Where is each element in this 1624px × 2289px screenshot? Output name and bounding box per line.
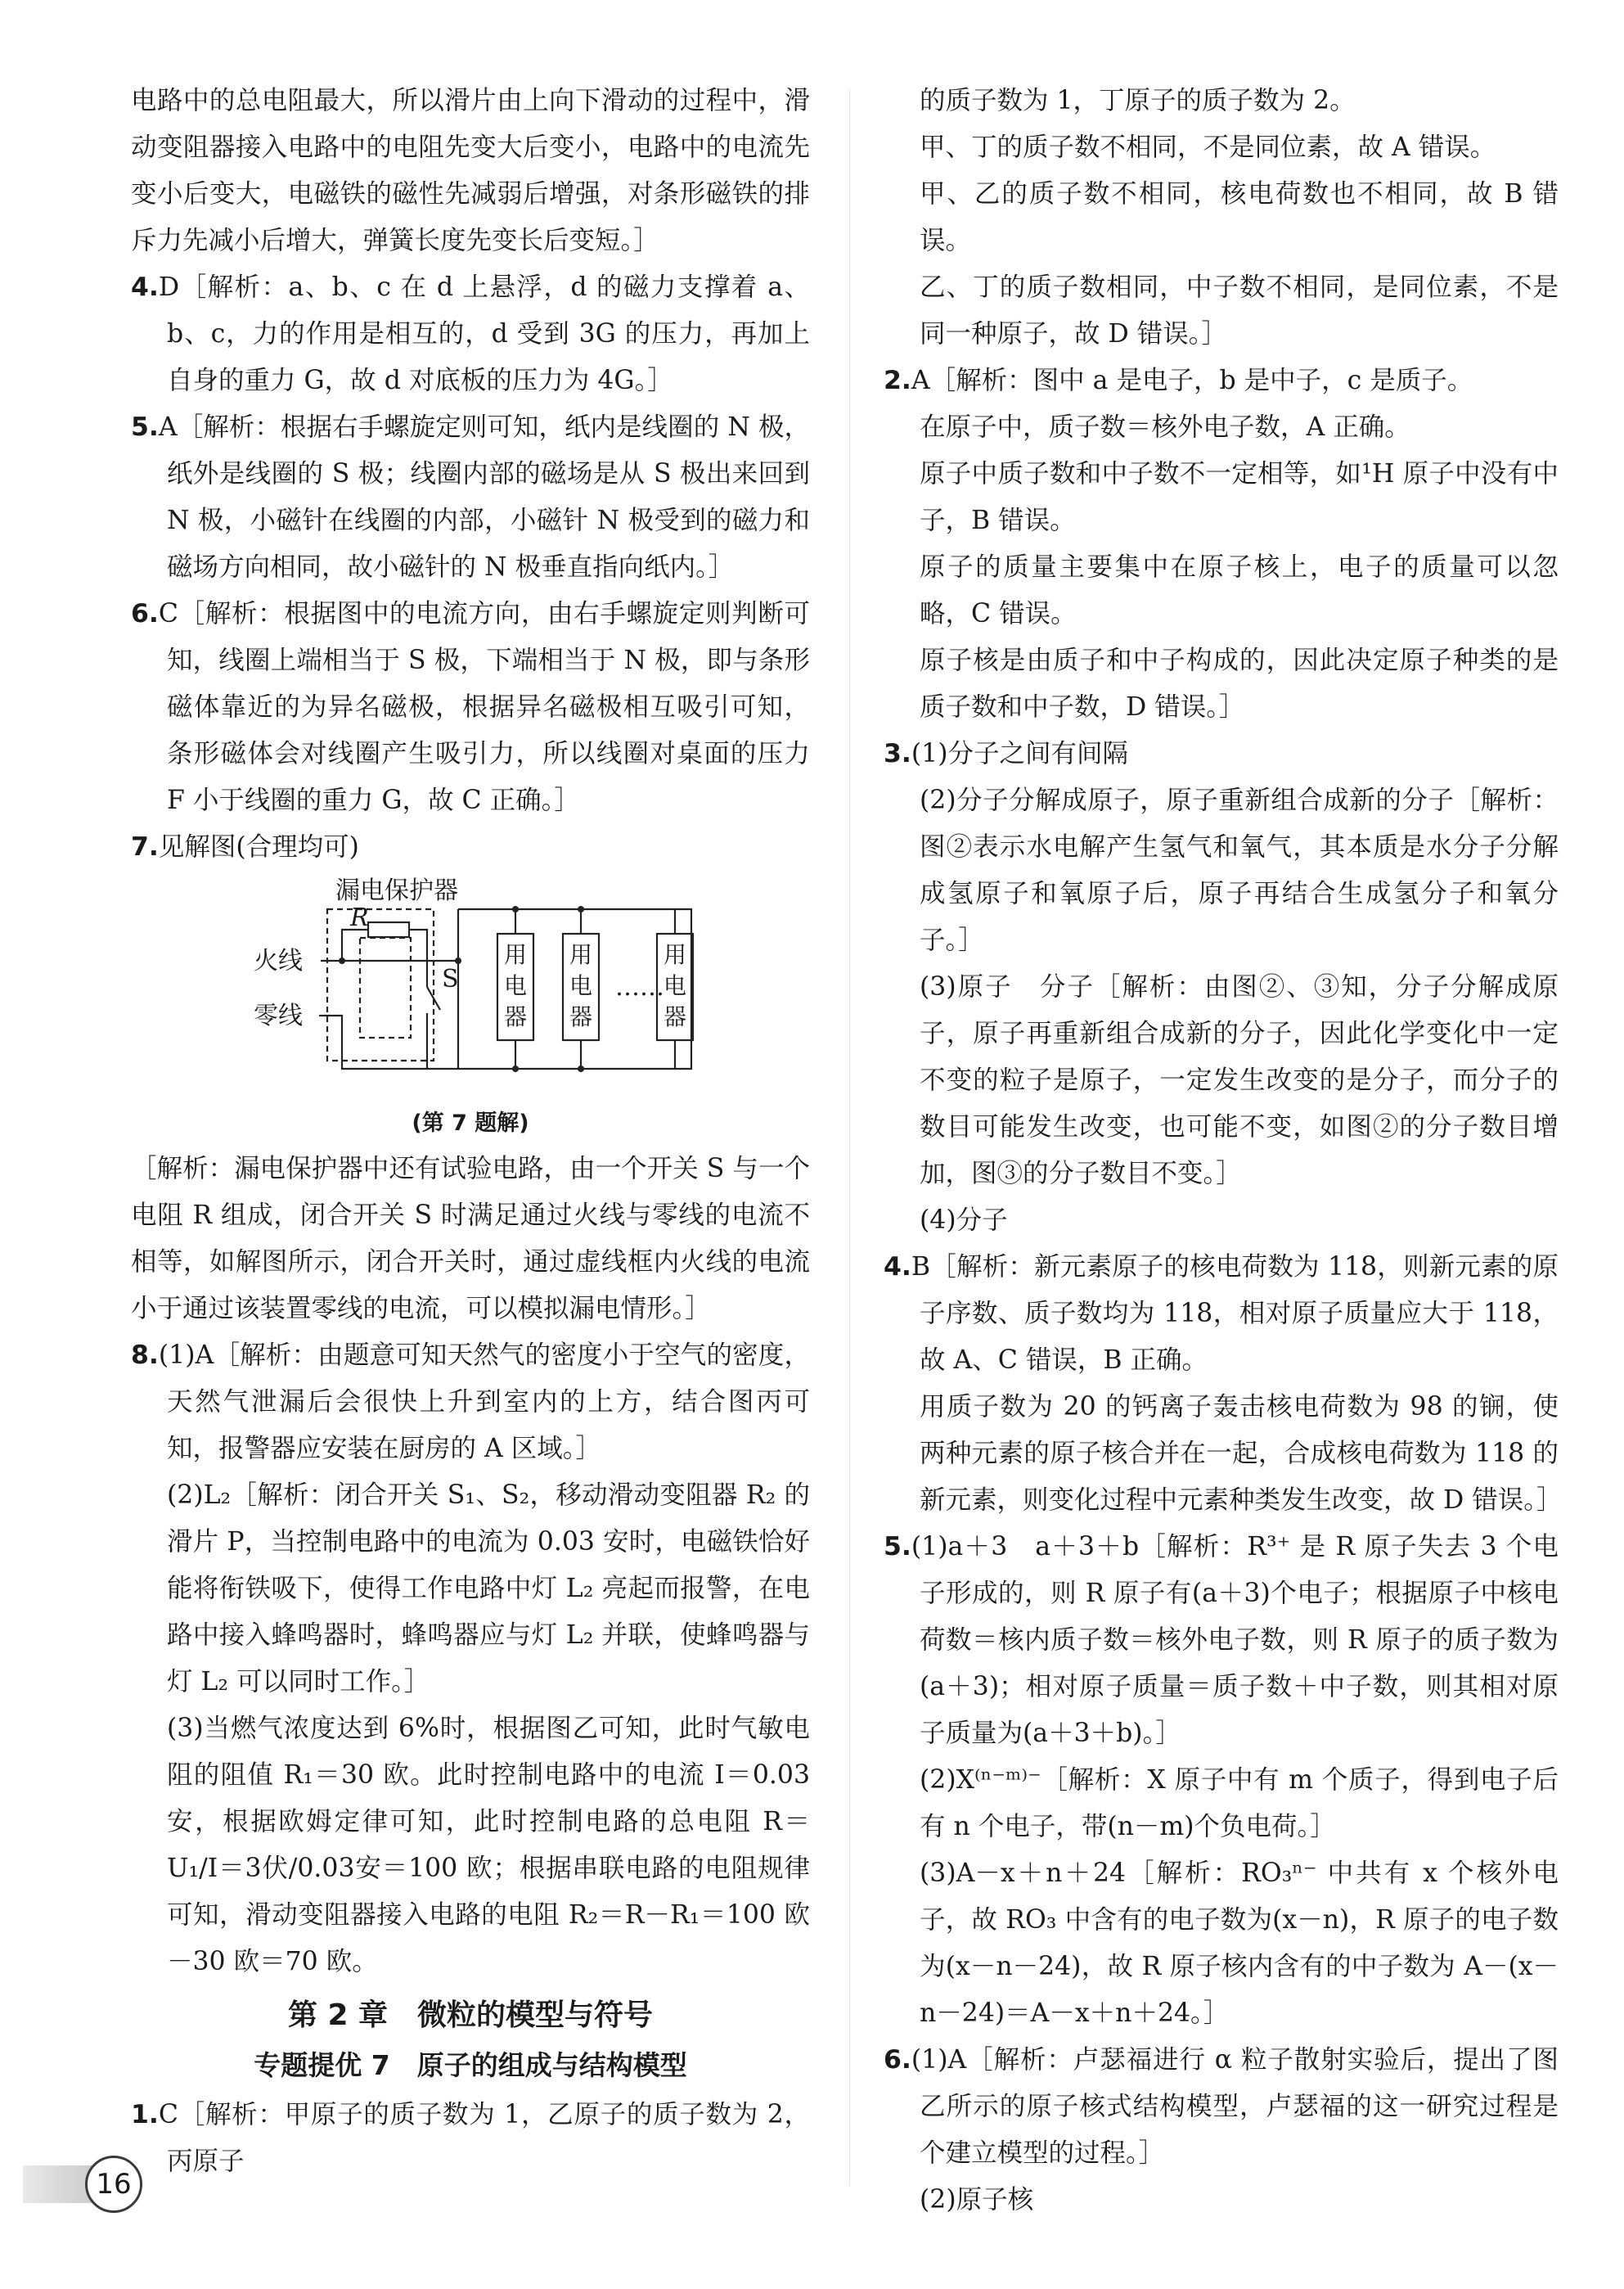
item2-line-3: 原子中质子数和中子数不一定相等，如¹H 原子中没有中子，B 错误。 <box>920 459 1559 535</box>
appliance-1-char-3: 器 <box>503 1003 528 1030</box>
item1-line-3: 甲、乙的质子数不相同，核电荷数也不相同，故 B 错误。 <box>920 179 1559 255</box>
item1-line-4: 乙、丁的质子数相同，中子数不相同，是同位素，不是同一种原子，故 D 错误。］ <box>920 273 1559 349</box>
answer-item-8-part-1: 8.(1)A［解析：由题意可知天然气的密度小于空气的密度，天然气泄漏后会很快上升到室内的上方，结合图丙可知，报警器应安装在厨房的 A 区域。］ <box>131 1341 810 1463</box>
answer-item-4-right: 4.B［解析：新元素原子的核电荷数为 118，则新元素的原子序数、质子数均为 118，相对原子质量应大于 118，故 A、C 错误，B 正确。 <box>884 1252 1559 1375</box>
right-column <box>884 78 1563 2224</box>
item5-line-3: (3)A－x＋n＋24［解析：RO₃ⁿ⁻ 中共有 x 个核外电子，故 RO₃ 中含有的电子数为(x－n)，R 原子的电子数为(x－n－24)，故 R 原子核内含有的中子数为 A－(x－n－24)＝A－x＋n＋24。］ <box>920 1859 1559 2028</box>
page-number: 16 <box>85 2156 142 2213</box>
answer-item-5: 5.A［解析：根据右手螺旋定则可知，纸内是线圈的 N 极，纸外是线圈的 S 极；线圈内部的磁场是从 S 极出来回到 N 极，小磁针在线圈的内部，小磁针 N 极受到的磁力和磁场方向相同，故小磁针的 N 极垂直指向纸内。］ <box>131 412 810 582</box>
answer-item-6-right: 6.(1)A［解析：卢瑟福进行 α 粒子散射实验后，提出了图乙所示的原子核式结构模型，卢瑟福的这一研究过程是个建立模型的过程。］ <box>884 2045 1559 2168</box>
neutral-wire-label: 零线 <box>254 1002 303 1030</box>
live-wire-label: 火线 <box>254 947 303 976</box>
appliance-2-char-1: 用 <box>569 941 593 968</box>
appliance-2-char-2: 电 <box>569 972 593 999</box>
switch-label: S <box>442 965 459 994</box>
leakage-protector-circuit <box>245 872 704 1106</box>
item6-line-2: (2)原子核 <box>920 2185 1034 2215</box>
answer-item-7: 7.见解图(合理均可) <box>131 832 359 862</box>
appliance-1-char-2: 电 <box>503 972 528 999</box>
appliance-3-char-2: 电 <box>663 972 687 999</box>
resistor-label: R <box>350 903 369 932</box>
answer-item-3: 3.(1)分子之间有间隔 <box>884 739 1129 768</box>
item2-line-5: 原子核是由质子和中子构成的，因此决定原子种类的是质子数和中子数，D 错误。］ <box>920 646 1559 722</box>
page-number-badge <box>23 2151 132 2216</box>
appliance-2-char-3: 器 <box>569 1003 593 1030</box>
item2-line-2: 在原子中，质子数＝核外电子数，A 正确。 <box>920 412 1410 442</box>
chapter-title: 第 2 章 微粒的模型与符号 <box>287 1998 654 2032</box>
inner-dashed-box <box>360 938 411 1038</box>
item5-line-2: (2)X⁽ⁿ⁻ᵐ⁾⁻［解析：X 原子中有 m 个质子，得到电子后有 n 个电子，带(n－m)个负电荷。］ <box>920 1765 1559 1841</box>
resistor-r <box>368 922 409 937</box>
section-title: 专题提优 7 原子的组成与结构模型 <box>254 2049 687 2081</box>
left-column <box>131 78 810 2185</box>
answer-item-1: 1.C［解析：甲原子的质子数为 1，乙原子的质子数为 2，丙原子 <box>131 2100 810 2176</box>
item1-line-2: 甲、丁的质子数不相同，不是同位素，故 A 错误。 <box>920 133 1496 162</box>
item3-line-4: (4)分子 <box>920 1205 1008 1235</box>
appliance-3-char-1: 用 <box>663 941 687 968</box>
item2-line-4: 原子的质量主要集中在原子核上，电子的质量可以忽略，C 错误。 <box>920 552 1559 629</box>
item3-line-3: (3)原子 分子［解析：由图②、③知，分子分解成原子，原子再重新组合成新的分子，因此化学变化中一定不变的粒子是原子，一定发生改变的是分子，而分子的数目可能发生改变，也可能不变，如图②的分子数目增加，图③的分子数目不变。］ <box>920 972 1559 1188</box>
figure-caption: (第 7 题解) <box>412 1111 529 1136</box>
answer-continuation: 电路中的总电阻最大，所以滑片由上向下滑动的过程中，滑动变阻器接入电路中的电阻先变大后变小，电路中的电流先变小后变大，电磁铁的磁性先减弱后增强，对条形磁铁的排斥力先减小后增大，弹簧长度先变长后变短。］ <box>131 86 810 255</box>
answer-item-6: 6.C［解析：根据图中的电流方向，由右手螺旋定则判断可知，线圈上端相当于 S 极，下端相当于 N 极，即与条形磁体靠近的为异名磁极，根据异名磁极相互吸引可知，条形磁体会对线圈产生吸引力，所以线圈对桌面的压力 F 小于线圈的重力 G，故 C 正确。］ <box>131 599 810 815</box>
appliance-1-char-1: 用 <box>503 941 528 968</box>
answer-item-8-part-2: (2)L₂［解析：闭合开关 S₁、S₂，移动滑动变阻器 R₂ 的滑片 P，当控制电路中的电流为 0.03 安时，电磁铁恰好能将衔铁吸下，使得工作电路中灯 L₂ 亮起而报警，在电路中接入蜂鸣器时，蜂鸣器应与灯 L₂ 并联，使蜂鸣器与灯 L₂ 可以同时工作。］ <box>167 1480 810 1696</box>
answer-item-7-analysis: ［解析：漏电保护器中还有试验电路，由一个开关 S 与一个电阻 R 组成，闭合开关 S 时满足通过火线与零线的电流不相等，如解图所示，闭合开关时，通过虚线框内火线的电流小于通过该装置零线的电流，可以模拟漏电情形。］ <box>131 1154 810 1323</box>
device-label: 漏电保护器 <box>335 876 458 905</box>
item4-line-2: 用质子数为 20 的钙离子轰击核电荷数为 98 的锎，使两种元素的原子核合并在一起，合成核电荷数为 118 的新元素，则变化过程中元素种类发生改变，故 D 错误。］ <box>920 1392 1563 1515</box>
answer-item-8-part-3: (3)当燃气浓度达到 6%时，根据图乙可知，此时气敏电阻的阻值 R₁＝30 欧。此时控制电路中的电流 I＝0.03 安，根据欧姆定律可知，此时控制电路的总电阻 R＝U₁/I＝3伏/0.03安＝100 欧；根据串联电路的电阻规律可知，滑动变阻器接入电路的电阻 R₂＝R－R₁＝100 欧－30 欧＝70 欧。 <box>167 1714 810 1976</box>
column-divider <box>849 90 850 2185</box>
item1-line-1: 的质子数为 1，丁原子的质子数为 2。 <box>920 86 1356 115</box>
answer-item-5-right: 5.(1)a＋3 a＋3＋b［解析：R³⁺ 是 R 原子失去 3 个电子形成的，则 R 原子有(a＋3)个电子；根据原子中核电荷数＝核内质子数＝核外电子数，则 R 原子的质子数为(a＋3)；相对原子质量＝质子数＋中子数，则其相对原子质量为(a＋3＋b)。］ <box>884 1532 1559 1748</box>
item3-line-2: (2)分子分解成原子，原子重新组合成新的分子［解析：图②表示水电解产生氢气和氧气，其本质是水分子分解成氢原子和氧原子后，原子再结合生成氢分子和氧分子。］ <box>920 786 1559 955</box>
dots-label: …… <box>615 973 664 1002</box>
circuit-figure <box>131 872 810 1142</box>
answer-item-2: 2.A［解析：图中 a 是电子，b 是中子，c 是质子。 <box>884 366 1473 395</box>
appliance-3-char-3: 器 <box>663 1003 687 1030</box>
answer-item-4: 4.D［解析：a、b、c 在 d 上悬浮，d 的磁力支撑着 a、b、c，力的作用是相互的，d 受到 3G 的压力，再加上自身的重力 G，故 d 对底板的压力为 4G。］ <box>131 273 810 395</box>
